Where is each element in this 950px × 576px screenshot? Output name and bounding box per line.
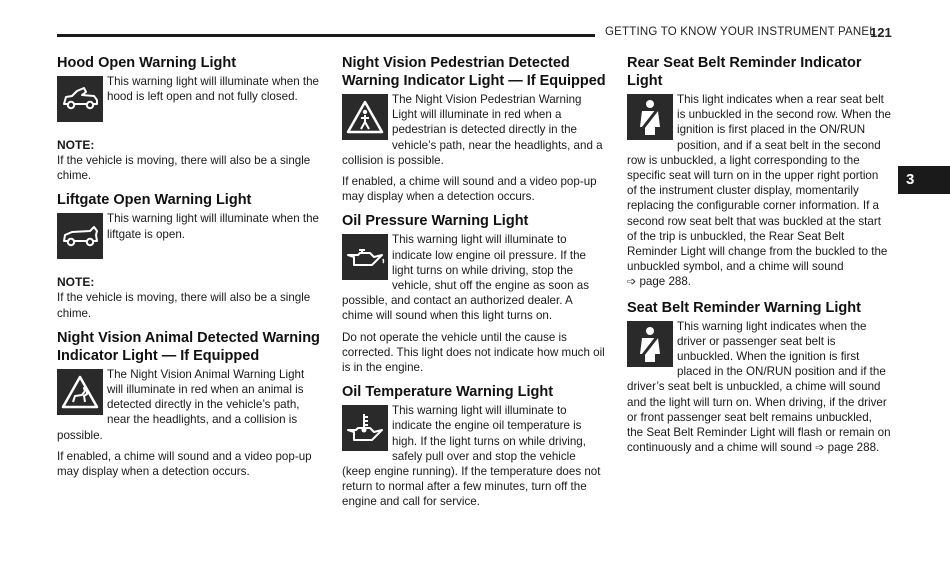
section-text: This warning light will illuminate when the liftgate is open. bbox=[107, 212, 320, 241]
section-text: This warning light will illuminate to indicate low engine oil pressure. If the light turns on while driving, stop the vehicle, shut off the engine as soon as possible, and contact an authorized dealer. A chime will sound when this light turns on. bbox=[342, 233, 590, 323]
section-title: Liftgate Open Warning Light bbox=[57, 192, 252, 209]
reference-arrow-icon: ➩ bbox=[627, 276, 637, 289]
section-text: The Night Vision Animal Warning Light will illuminate in red when an animal is detected directly in the vehicle’s path, near the headlights, and a collision is possible. bbox=[57, 367, 305, 442]
running-header: GETTING TO KNOW YOUR INSTRUMENT PANEL bbox=[605, 26, 876, 38]
section-text: This warning light will illuminate to indicate the engine oil temperature is high. If the light turns on while driving, safely pull over and stop the vehicle (keep engine running). If the temperature does not return to normal after a few minutes, turn off the engine and call for service. bbox=[342, 404, 601, 509]
section-title: Oil Temperature Warning Light bbox=[342, 384, 554, 401]
note-text: If the vehicle is moving, there will also be a single chime. bbox=[57, 291, 311, 320]
oil-temperature-icon bbox=[342, 405, 388, 451]
section-title: Oil Pressure Warning Light bbox=[342, 213, 529, 230]
liftgate-open-icon bbox=[57, 213, 103, 259]
reference-arrow-icon: ➩ bbox=[815, 442, 825, 455]
section-title: Seat Belt Reminder Warning Light bbox=[627, 299, 861, 316]
animal-warning-icon bbox=[57, 369, 103, 415]
section-text: This warning light will illuminate when the hood is left open and not fully closed. bbox=[107, 75, 320, 104]
section-title: Hood Open Warning Light bbox=[57, 55, 237, 71]
section-paragraph: If enabled, a chime will sound and a video pop-up may display when a detection occurs. bbox=[342, 175, 597, 204]
section-title: Night Vision Animal Detected Warning Indicator Light — If Equipped bbox=[57, 329, 320, 364]
note-label: NOTE: bbox=[57, 275, 95, 290]
section-hood-open bbox=[57, 54, 321, 183]
seat-belt-icon bbox=[627, 94, 673, 140]
section-night-vision-pedestrian bbox=[342, 54, 606, 204]
chapter-tab: 3 bbox=[898, 166, 950, 194]
section-oil-pressure bbox=[342, 212, 606, 375]
page-number: 121 bbox=[870, 25, 892, 40]
section-oil-temperature bbox=[342, 383, 606, 509]
section-paragraph: Do not operate the vehicle until the cause is corrected. This light does not indicate how much oil is in the engine. bbox=[342, 330, 605, 375]
section-text: The Night Vision Pedestrian Warning Light will illuminate in red when a pedestrian is detected directly in the vehicle’s path, near the headlights, and a collision is possible. bbox=[342, 93, 603, 167]
section-paragraph: If enabled, a chime will sound and a video pop-up may display when a detection occurs. bbox=[57, 449, 312, 479]
oil-can-icon bbox=[342, 234, 388, 280]
hood-open-icon bbox=[57, 76, 103, 122]
column-2 bbox=[342, 54, 606, 518]
section-text-body: This light indicates when a rear seat belt is unbuckled in the second row. When the ignition is first placed in the ON/RUN position, and if a seat belt in the second row is unbuckled, a light corresponding to the specific seat will turn on in the upper right portion of the instrument cluster display, momentarily replacing the configurable corner information. If a second row seat belt that was buckled at the start of the trip is unbuckled, the Rear Seat Belt Reminder Light will change from the buckled to the unbuckled symbol, and a chime will sound bbox=[627, 93, 891, 274]
note-label: NOTE: bbox=[57, 138, 95, 152]
page-reference-link[interactable]: page 288. bbox=[827, 441, 880, 455]
note-text: If the vehicle is moving, there will also be a single chime. bbox=[57, 154, 311, 183]
section-liftgate-open bbox=[57, 191, 321, 320]
column-3 bbox=[627, 54, 891, 464]
section-title: Night Vision Pedestrian Detected Warning Indicator Light — If Equipped bbox=[342, 55, 606, 89]
column-1 bbox=[57, 54, 321, 487]
section-seat-belt-reminder bbox=[627, 299, 891, 457]
seat-belt-icon bbox=[627, 321, 673, 367]
section-night-vision-animal bbox=[57, 329, 321, 479]
section-text-body: This warning light indicates when the driver or passenger seat belt is unbuckled. When the ignition is first placed in the ON/RUN position and if the driver’s seat belt is unbuckled, a chime will sound and the light will turn on. When driving, if the driver or front passenger seat belt remains unbuckled, the Seat Belt Reminder Light will flash or remain on continuously and a chime will sound bbox=[627, 319, 891, 455]
page-reference-link[interactable]: page 288. bbox=[639, 275, 692, 289]
section-title: Rear Seat Belt Reminder Indicator Light bbox=[627, 55, 862, 89]
header-rule bbox=[57, 34, 595, 37]
section-rear-seat-belt bbox=[627, 54, 891, 291]
pedestrian-warning-icon bbox=[342, 94, 388, 140]
